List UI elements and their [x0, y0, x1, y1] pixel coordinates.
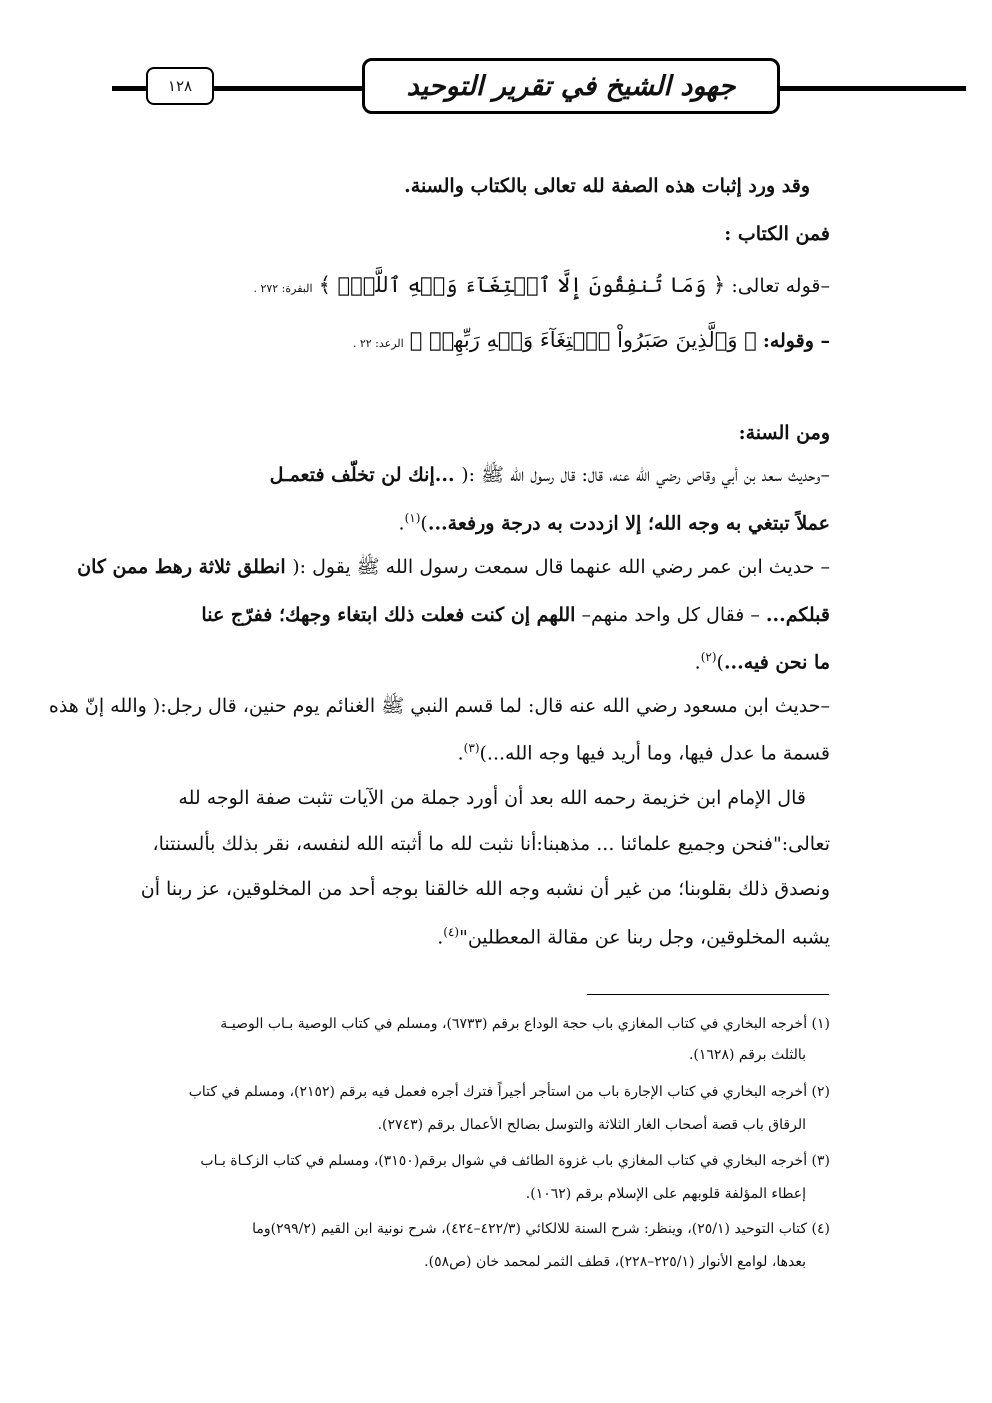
- book-heading: فمن الكتاب :: [724, 223, 830, 245]
- footnote-marker-2: (٢): [700, 650, 717, 664]
- hadith-2-quote-end: ما نحن فيه...: [723, 651, 830, 674]
- verse-1-text: ﴿ وَمَا تُنفِقُونَ إِلَّا ٱبۡتِغَآءَ وَجۡهِ ٱللَّهِۚ ﴾: [318, 273, 726, 297]
- hadith-2-line-2: [122, 606, 830, 625]
- footnote-3-line-1: (٣) أخرجه البخاري في كتاب المغازي باب غزوة الطائف في شوال برقم(٣١٥٠)، ومسلم في كتاب الزكـاة بـاب: [200, 1153, 830, 1169]
- period: .: [437, 926, 444, 949]
- hadith-3-quote-end: قسمة ما عدل فيها، وما أريد فيها وجه الله...): [479, 742, 830, 765]
- intro-paragraph: وقد ورد إثبات هذه الصفة لله تعالى بالكتاب والسنة.: [404, 175, 810, 197]
- hadith-2-line-3: [122, 651, 830, 672]
- quote-line-4: [122, 926, 830, 947]
- footnote-2-line-2: الرقاق باب قصة أصحاب الغار الثلاثة والتوسل بصالح الأعمال برقم (٢٧٤٣).: [377, 1117, 806, 1133]
- verse-2-reference: الرعد: ٢٢ .: [352, 337, 404, 350]
- hadith-1-quote-end: عملاً تبتغي به وجه الله؛ إلا ازددت به درجة ورفعة...: [427, 512, 830, 535]
- hadith-3-line-2: [122, 742, 830, 763]
- footnote-4-line-2: بعدها، لوامع الأنوار (٢٢٥/١–٢٢٨)، قطف الثمر لمحمد خان (ص٥٨).: [424, 1254, 806, 1270]
- running-title: جهود الشيخ في تقرير التوحيد: [362, 58, 780, 114]
- period: .: [694, 651, 701, 674]
- verse-1: [122, 275, 830, 296]
- footnote-marker-4: (٤): [443, 925, 460, 939]
- verse-2-prefix: – وقوله:: [762, 330, 830, 352]
- hadith-2-close: ): [716, 651, 724, 674]
- footnote-separator: [587, 994, 829, 995]
- hadith-1-intro: –وحديث سعد بن أبي وقاص رضي الله عنه، قال: قال رسول الله ﷺ :(: [461, 464, 830, 486]
- hadith-2-line-1: [77, 556, 830, 578]
- hadith-2-quote-a: قبلكم...: [765, 604, 830, 626]
- verse-1-prefix: –قوله تعالى:: [731, 275, 830, 297]
- period: .: [457, 742, 464, 765]
- page-number: ١٢٨: [146, 67, 214, 105]
- hadith-1-line-2: [122, 512, 830, 533]
- verse-2-text: ﴿ وَٱلَّذِينَ صَبَرُواْ ٱبۡتِغَآءَ وَجۡهِ رَبِّهِمۡ ﴾: [409, 328, 757, 352]
- header-rule-middle: [212, 86, 364, 91]
- footnote-1-line-2: بالثلث برقم (١٦٢٨).: [688, 1047, 806, 1063]
- quote-line-2: تعالى:"فنحن وجميع علمائنا ... مذهبنا:أنا نثبت لله ما أثبته الله لنفسه، نقر بذلك بألسنتنا،: [152, 833, 830, 855]
- footnote-3-line-2: إعطاء المؤلفة قلوبهم على الإسلام برقم (١٠٦٢).: [525, 1186, 806, 1202]
- verse-2: [122, 330, 830, 351]
- header-rule-left: [112, 86, 148, 91]
- footnote-1-line-1: (١) أخرجه البخاري في كتاب المغازي باب حجة الوداع برقم (٦٧٣٣)، ومسلم في كتاب الوصية بـاب الوصيـة: [220, 1016, 830, 1032]
- quote-end: يشبه المخلوقين، وجل ربنا عن مقالة المعطلين": [459, 926, 830, 949]
- quote-line-3: ونصدق ذلك بقلوبنا؛ من غير أن نشبه وجه الله خالقنا بوجه أحد من المخلوقين، عز ربنا أن: [140, 878, 830, 900]
- sunnah-heading: ومن السنة:: [738, 422, 830, 444]
- footnote-4-line-1: (٤) كتاب التوحيد (٢٥/١)، وينظر: شرح السنة للالكائي (٤٢٢/٣–٤٢٤)، شرح نونية ابن القيم (٢٩٩/٢)وما: [252, 1221, 830, 1237]
- quote-line-1: قال الإمام ابن خزيمة رحمه الله بعد أن أورد جملة من الآيات تثبت صفة الوجه لله: [178, 787, 806, 809]
- hadith-2-quote-start: انطلق ثلاثة رهط ممن كان: [77, 556, 293, 578]
- hadith-1-line-1: [122, 466, 830, 485]
- header-rule-right: [780, 86, 966, 91]
- hadith-1-quote-start: ...إنك لن تخلّف فتعمـل: [269, 464, 462, 486]
- footnote-2-line-1: (٢) أخرجه البخاري في كتاب الإجارة باب من استأجر أجيراً فترك أجره فعمل فيه برقم (٢١٥٢)، ومسلم في كتاب: [188, 1084, 830, 1100]
- hadith-2-narration: – فقال كل واحد منهم–: [575, 604, 766, 626]
- footnote-marker-3: (٣): [463, 741, 480, 755]
- footnote-marker-1: (١): [404, 511, 421, 525]
- hadith-2-intro: – حديث ابن عمر رضي الله عنهما قال سمعت رسول الله ﷺ يقول :(: [292, 556, 830, 578]
- period: .: [398, 512, 405, 535]
- hadith-2-quote-b: اللهم إن كنت فعلت ذلك ابتغاء وجهك؛ ففرّج عنا: [201, 604, 576, 626]
- hadith-1-close: ): [420, 512, 428, 535]
- hadith-3-line-1: –حديث ابن مسعود رضي الله عنه قال: لما قسم النبي ﷺ الغنائم يوم حنين، قال رجل:( والله إنّ هذه: [48, 695, 830, 717]
- verse-1-reference: البقرة: ٢٧٢ .: [253, 282, 313, 295]
